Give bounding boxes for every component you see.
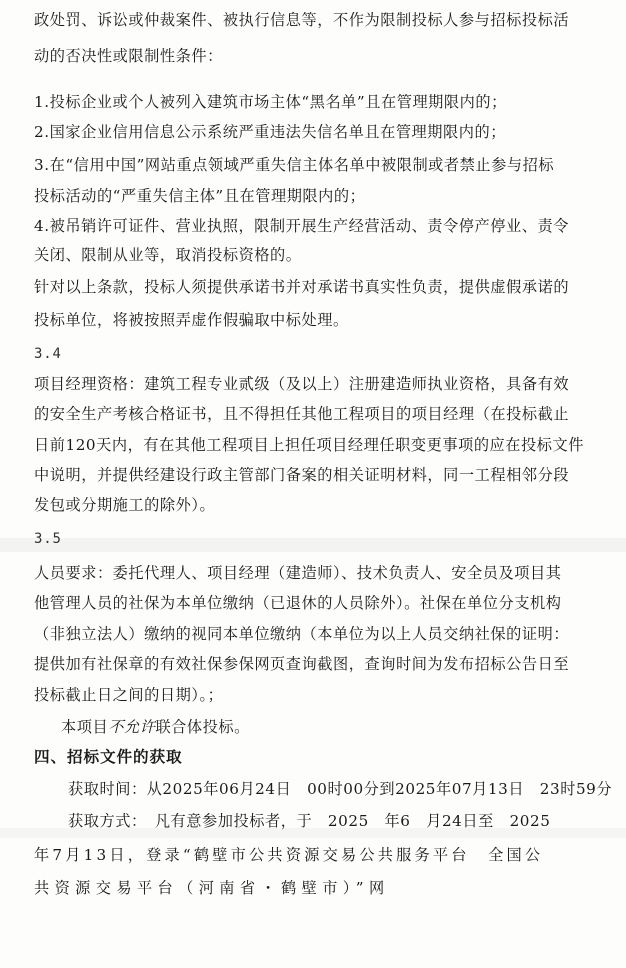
text-line: 投标截止日之间的日期）。；: [34, 686, 224, 704]
text-line: （非独立法人）缴纳的视同本单位缴纳（本单位为以上人员交纳社保的证明：: [34, 625, 570, 643]
scan-band: [0, 538, 626, 552]
joint-bid-suffix: 联合体投标。: [155, 718, 250, 736]
joint-bid-statement: [61, 717, 250, 737]
text-line: 1.投标企业或个人被列入建筑市场主体“黑名单”且在管理期限内的；: [34, 93, 507, 111]
clause-number: 3.4: [34, 346, 62, 362]
text-line: 针对以上条款，投标人须提供承诺书并对承诺书真实性负责，提供虚假承诺的: [34, 278, 570, 296]
handwritten-annotation: 不允许: [108, 718, 156, 736]
text-line: 关闭、限制从业等，取消投标资格的。: [34, 246, 302, 264]
text-line: 发包或分期施工的除外）。: [34, 496, 216, 514]
text-line: 政处罚、诉讼或仲裁案件、被执行信息等，不作为限制投标人参与招标投标活: [34, 11, 570, 29]
text-line: 日前120天内，有在其他工程项目上担任项目经理任职变更事项的应在投标文件: [34, 436, 584, 454]
text-line: 人员要求：委托代理人、项目经理（建造师）、技术负责人、安全员及项目其: [34, 564, 562, 582]
text-line: 他管理人员的社保为本单位缴纳（已退休的人员除外）。社保在单位分支机构: [34, 594, 562, 612]
text-line: 共资源交易平台（河南省・鹤壁市）”网: [34, 879, 390, 897]
section-heading: 四、招标文件的获取: [34, 748, 183, 766]
text-line: 4.被吊销许可证件、营业执照，限制开展生产经营活动、责令停产停业、责令: [34, 217, 569, 235]
joint-bid-prefix: 本项目: [61, 718, 109, 736]
text-line: 投标单位，将被按照弄虚作假骗取中标处理。: [34, 311, 349, 329]
text-line: 动的否决性或限制性条件：: [34, 47, 223, 65]
text-line: 提供加有社保章的有效社保参保网页查询截图，查询时间为发布招标公告日至: [34, 655, 570, 673]
text-line: 投标活动的“严重失信主体”且在管理期限内的；: [34, 187, 366, 205]
text-line: 项目经理资格：建筑工程专业贰级（及以上）注册建造师执业资格，具备有效: [34, 375, 570, 393]
acquire-time: 获取时间：从2025年06月24日 00时00分到2025年07月13日 23时59分: [68, 780, 613, 798]
acquire-method: 获取方式： 凡有意参加投标者，于 2025 年6 月24日至 2025: [68, 812, 551, 830]
text-line: 2.国家企业信用信息公示系统严重违法失信名单且在管理期限内的；: [34, 123, 506, 141]
clause-number: 3.5: [34, 531, 62, 547]
text-line: 的安全生产考核合格证书，且不得担任其他工程项目的项目经理（在投标截止: [34, 405, 570, 423]
text-line: 3.在“信用中国”网站重点领域严重失信主体名单中被限制或者禁止参与招标: [34, 156, 555, 174]
text-line: 中说明，并提供经建设行政主管部门备案的相关证明材料，同一工程相邻分段: [34, 466, 570, 484]
text-line: 年7月13日，登录“鹤壁市公共资源交易公共服务平台 全国公: [34, 846, 544, 864]
